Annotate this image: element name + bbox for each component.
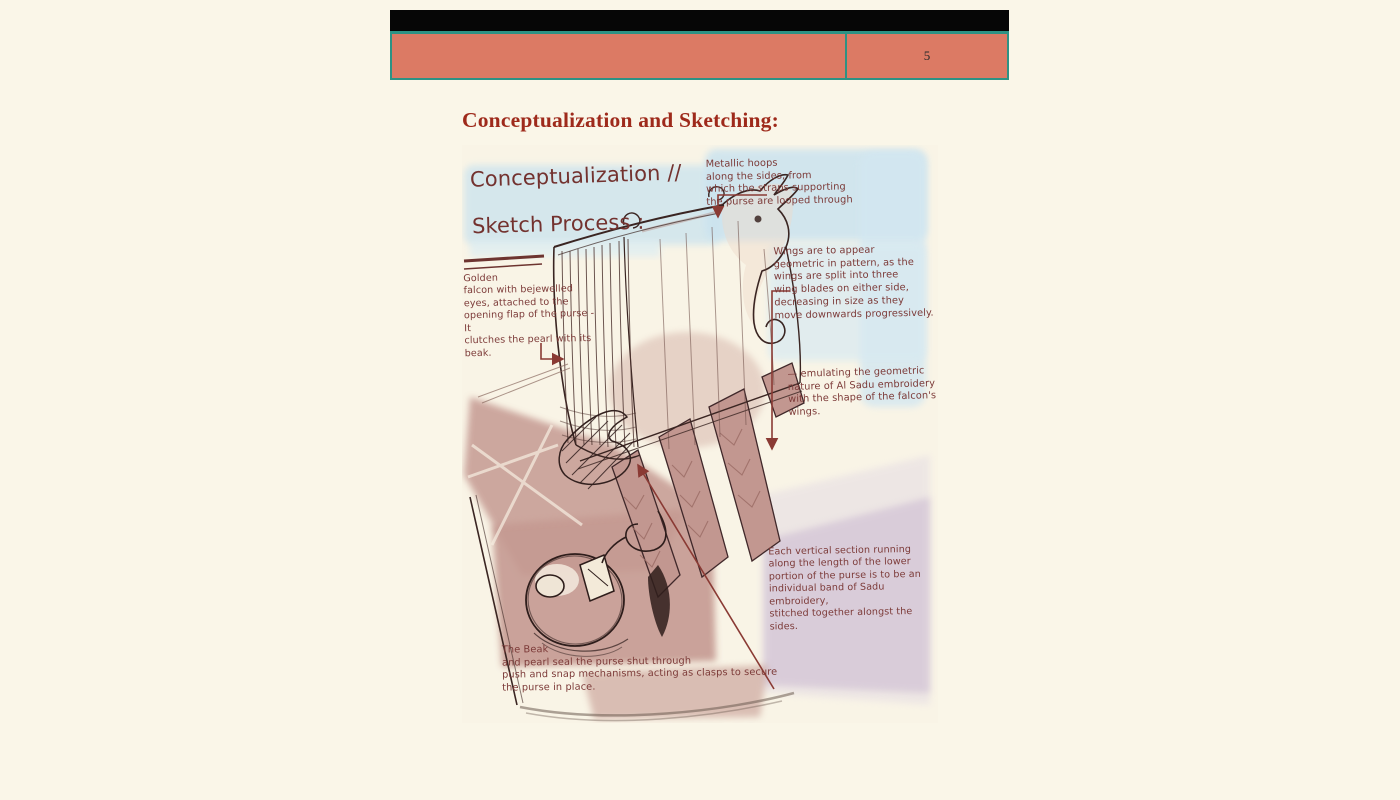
section-heading: Conceptualization and Sketching: — [462, 108, 779, 132]
annotation-vertical-bands: Each vertical section running along the length of the lower portion of the purse is to be an individual band of Sadu embroidery, stitched together alongst the sides. — [768, 543, 921, 633]
annotation-wings-geometric: Wings are to appear geometric in pattern, as the wings are split into three wing blades on either side, decreasing in size as they move downwards progressively. — [773, 244, 934, 322]
annotation-emulating-sadu: — emulating the geometric nature of Al Sadu embroidery with the shape of the falcon's wings. — [787, 365, 937, 419]
table-cell-page-number: 5 — [923, 48, 931, 63]
table-cell-empty — [392, 34, 847, 78]
annotation-metallic-hoops: Metallic hoops along the sides, from which the straps supporting the purse are looped through — [705, 157, 853, 209]
top-banner — [390, 10, 1009, 32]
annotation-golden-falcon: Golden falcon with bejewelled eyes, attached to the opening flap of the purse - It clutches the pearl with its beak. — [463, 272, 595, 360]
header-table — [390, 10, 1009, 80]
sketch-figure — [462, 145, 938, 723]
orange-row — [390, 32, 1009, 80]
annotation-beak-pearl-clasp: The Beak and pearl seal the purse shut through push and snap mechanisms, acting as clasps to secure the purse in place. — [501, 644, 778, 694]
sketch-title-line1: Conceptualization // — [469, 160, 682, 192]
sketch-title-line2: Sketch Process : — [471, 209, 645, 239]
